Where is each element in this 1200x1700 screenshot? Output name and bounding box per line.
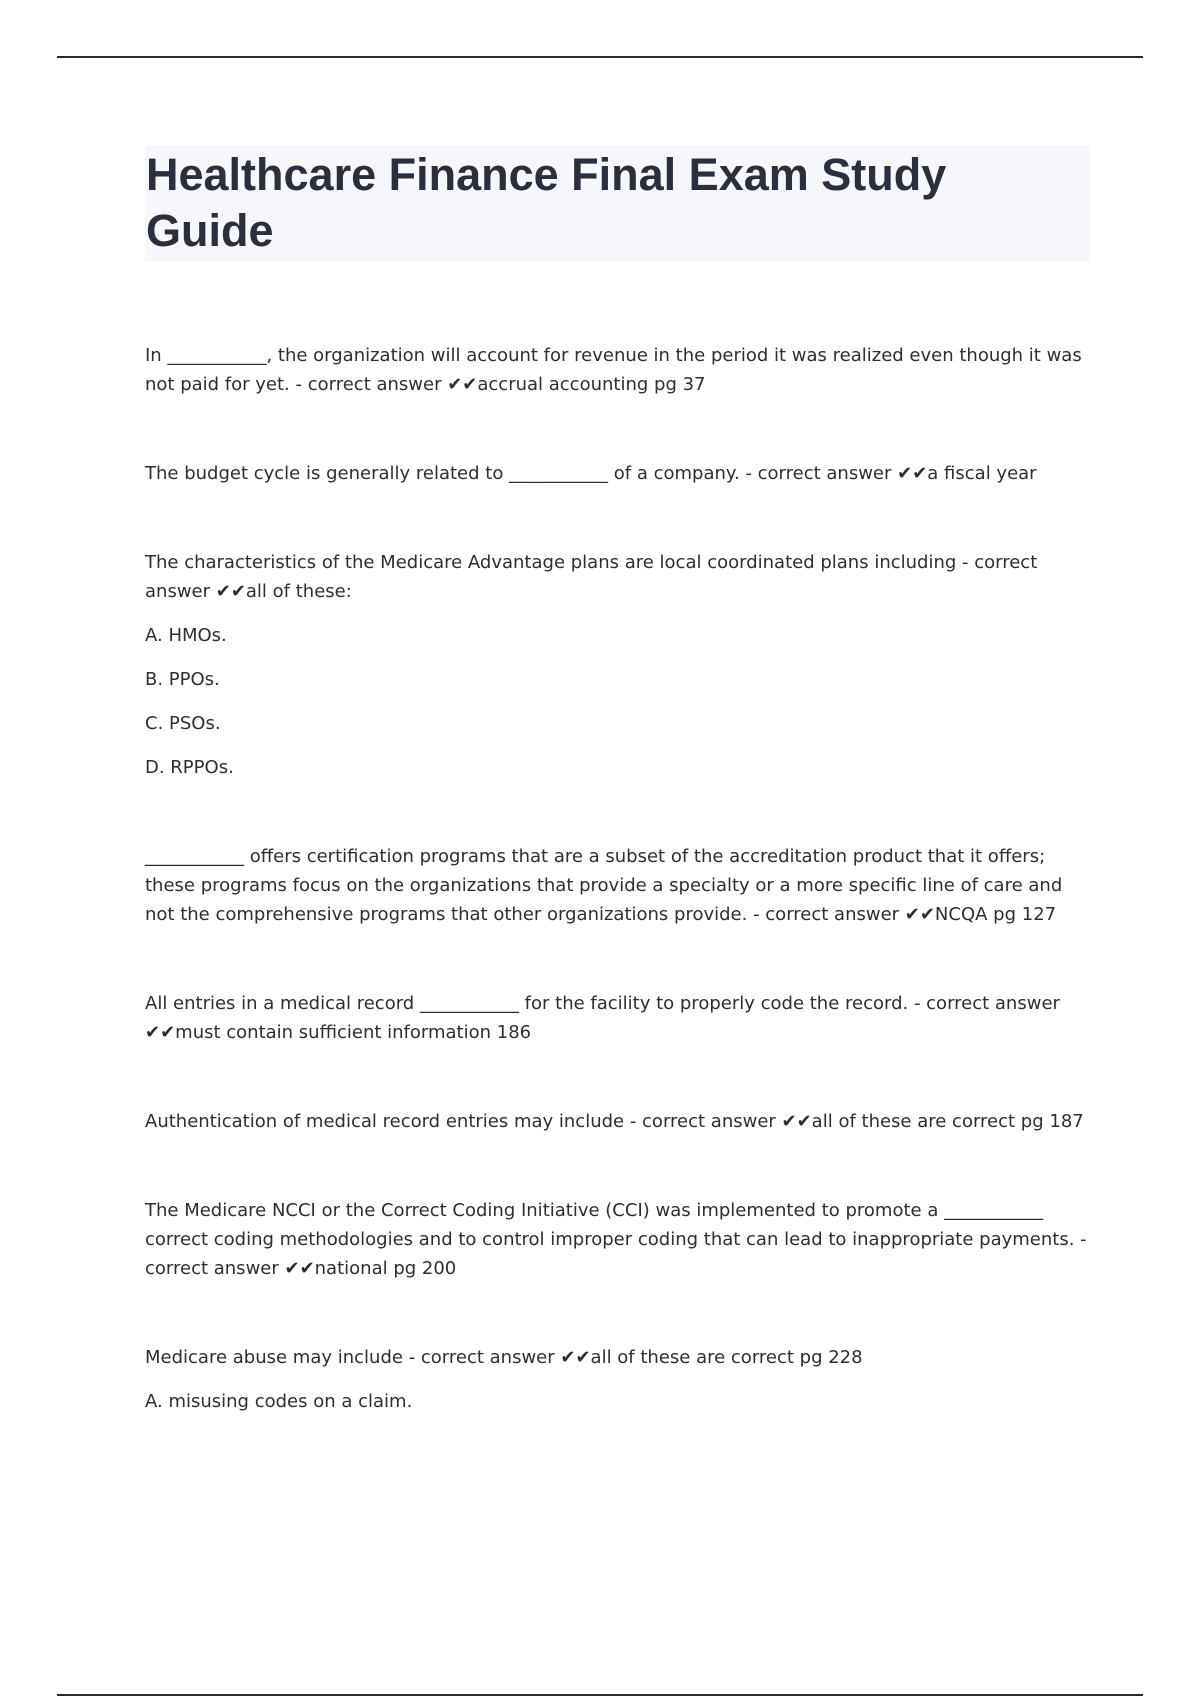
question-text: The budget cycle is generally related to ___________ of a company. - correct answer ✔✔a fiscal year bbox=[145, 463, 1037, 484]
question-item bbox=[145, 459, 1090, 488]
answer-option: A. HMOs. bbox=[145, 625, 227, 646]
question-item bbox=[145, 1107, 1090, 1136]
answer-option: D. RPPOs. bbox=[145, 757, 234, 778]
top-divider bbox=[57, 56, 1143, 58]
question-text: All entries in a medical record ___________ for the facility to properly code the record. - correct answer ✔✔must contain sufficient information 186 bbox=[145, 993, 1060, 1043]
bottom-divider bbox=[57, 1694, 1143, 1696]
question-list bbox=[145, 341, 1090, 1416]
question-item bbox=[145, 1196, 1090, 1283]
question-item bbox=[145, 548, 1090, 782]
question-item bbox=[145, 989, 1090, 1047]
document-body bbox=[145, 145, 1090, 1476]
question-text: Medicare abuse may include - correct answer ✔✔all of these are correct pg 228 bbox=[145, 1347, 863, 1368]
title-banner bbox=[145, 145, 1090, 261]
question-text: Authentication of medical record entries may include - correct answer ✔✔all of these are correct pg 187 bbox=[145, 1111, 1084, 1132]
page-title: Healthcare Finance Final Exam Study Guide bbox=[146, 149, 947, 256]
question-item bbox=[145, 341, 1090, 399]
question-text: The characteristics of the Medicare Advantage plans are local coordinated plans including - correct answer ✔✔all of these: bbox=[145, 552, 1038, 602]
answer-option: B. PPOs. bbox=[145, 669, 220, 690]
answer-option: C. PSOs. bbox=[145, 713, 221, 734]
question-item bbox=[145, 842, 1090, 929]
question-text: In ___________, the organization will account for revenue in the period it was realized even though it was not paid for yet. - correct answer ✔✔accrual accounting pg 37 bbox=[145, 345, 1082, 395]
question-text: The Medicare NCCI or the Correct Coding Initiative (CCI) was implemented to promote a ___________ correct coding methodologies and to control improper coding that can lead to inappropriate payments. - correct answer ✔✔national pg 200 bbox=[145, 1200, 1087, 1279]
question-item bbox=[145, 1343, 1090, 1416]
answer-option: A. misusing codes on a claim. bbox=[145, 1391, 413, 1412]
question-text: ___________ offers certification programs that are a subset of the accreditation product that it offers; these programs focus on the organizations that provide a specialty or a more specific line of care and not the comprehensive programs that other organizations provide. - correct answer ✔✔NCQA pg 127 bbox=[145, 846, 1063, 925]
